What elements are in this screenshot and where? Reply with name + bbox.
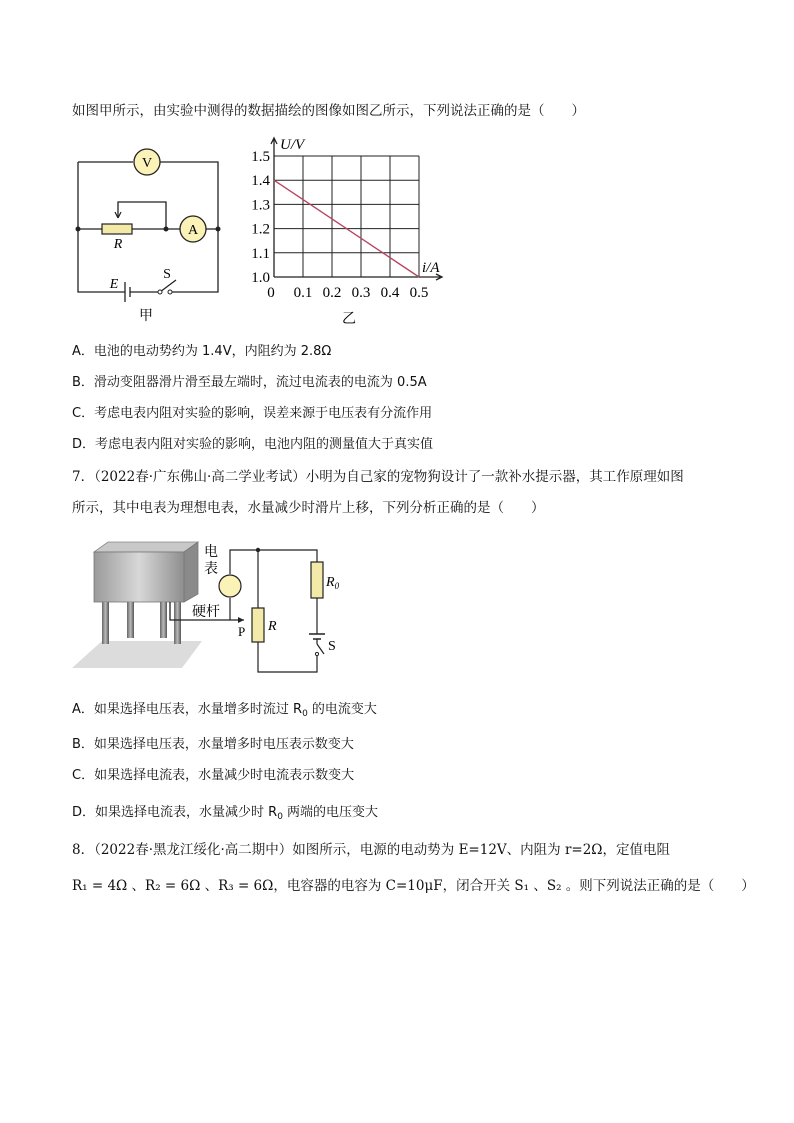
q7-option-d: D．如果选择电流表，水量减少时 $R_0$ 两端的电压变大 — [72, 805, 379, 822]
y-tick-label: 1.2 — [251, 221, 270, 238]
meter-label-2: 表 — [204, 562, 218, 577]
leg — [102, 602, 109, 644]
leg — [174, 602, 181, 644]
x-tick-label: 0.4 — [380, 285, 400, 301]
q6-option-d: D．考虑电表内阻对实验的影响，电池内阻的测量值大于真实值 — [72, 437, 434, 452]
q7-option-c: C．如果选择电流表，水量减少时电流表示数变大 — [72, 768, 355, 783]
leg — [127, 602, 134, 638]
switch-label: S — [328, 639, 336, 654]
rheostat-r — [252, 608, 264, 642]
y-tick-label: 1.3 — [251, 197, 270, 214]
resistor-r0 — [311, 562, 323, 598]
rheostat-r — [102, 224, 132, 234]
meter-icon — [219, 575, 241, 597]
r0-label: $R_0$ — [326, 575, 340, 591]
rheostat-label: R — [268, 619, 277, 634]
y-axis-label: U/V — [280, 137, 305, 153]
q6-option-c: C．考虑电表内阻对实验的影响，误差来源于电压表有分流作用 — [72, 406, 433, 421]
floor-shadow — [72, 641, 202, 668]
figure-jia-caption: 甲 — [139, 309, 153, 324]
q7-stem-line2: 所示，其中电表为理想电表，水量减少时滑片上移，下列分析正确的是（ ） — [72, 500, 545, 516]
y-axis — [271, 138, 277, 277]
y-tick-label: 1.0 — [251, 270, 270, 286]
q8-line1: 8．（2022春·黑龙江绥化·高二期中）如图所示，电源的电动势为 E=12V、内阻为 r=2Ω，定值电阻 — [72, 842, 671, 858]
q6-option-a: A．电池的电动势约为 1.4V，内阻约为 2.8Ω — [72, 344, 332, 359]
u-i-graph — [244, 132, 454, 332]
voltmeter-label: V — [141, 156, 153, 171]
resistor-label: R — [113, 237, 123, 252]
water-bowl — [94, 552, 184, 602]
q6-option-b: B．滑动变阻器滑片滑至最左端时，流过电流表的电流为 0.5A — [72, 375, 427, 390]
ammeter-label: A — [187, 223, 199, 238]
y-tick-label: 1.4 — [251, 173, 270, 190]
q7-option-a: A．如果选择电压表，水量增多时流过 $R_0$ 的电流变大 — [72, 702, 377, 719]
q6-stem: 如图甲所示，由实验中测得的数据描绘的图像如图乙所示，下列说法正确的是（ ） — [72, 103, 585, 119]
leg — [160, 602, 167, 638]
water-bowl-top — [94, 542, 198, 552]
rod-label: 硬杆 — [192, 605, 220, 620]
slider-p-label: P — [238, 624, 246, 639]
x-tick-label: 0.2 — [322, 285, 342, 301]
x-tick-label: 0.1 — [293, 285, 313, 301]
q7-stem-line1: 7．（2022春·广东佛山·高二学业考试）小明为自己家的宠物狗设计了一款补水提示器，其工作原理如图 — [72, 469, 684, 485]
emf-label: E — [109, 277, 119, 292]
y-tick-label: 1.5 — [251, 149, 270, 165]
q8-line2: R₁ = 4Ω 、R₂ = 6Ω 、R₃ = 6Ω，电容器的电容为 C=10μF，闭合开关 S₁ 、S₂ 。则下列说法正确的是（ ） — [72, 878, 755, 894]
x-tick-label: 0.3 — [351, 285, 371, 301]
figure-yi-caption: 乙 — [342, 312, 356, 327]
x-axis-label: i/A — [422, 260, 440, 276]
q7-option-b: B．如果选择电压表，水量增多时电压表示数变大 — [72, 737, 354, 752]
water-bowl-side — [184, 542, 198, 602]
circuit-figure-jia — [70, 142, 230, 327]
switch-label: S — [163, 267, 171, 282]
y-tick-label: 1.1 — [251, 245, 270, 262]
water-reminder-figure — [72, 536, 362, 676]
x-tick-label: 0 — [267, 285, 275, 301]
x-tick-label: 0.5 — [409, 285, 429, 301]
meter-label-1: 电 — [204, 545, 218, 560]
